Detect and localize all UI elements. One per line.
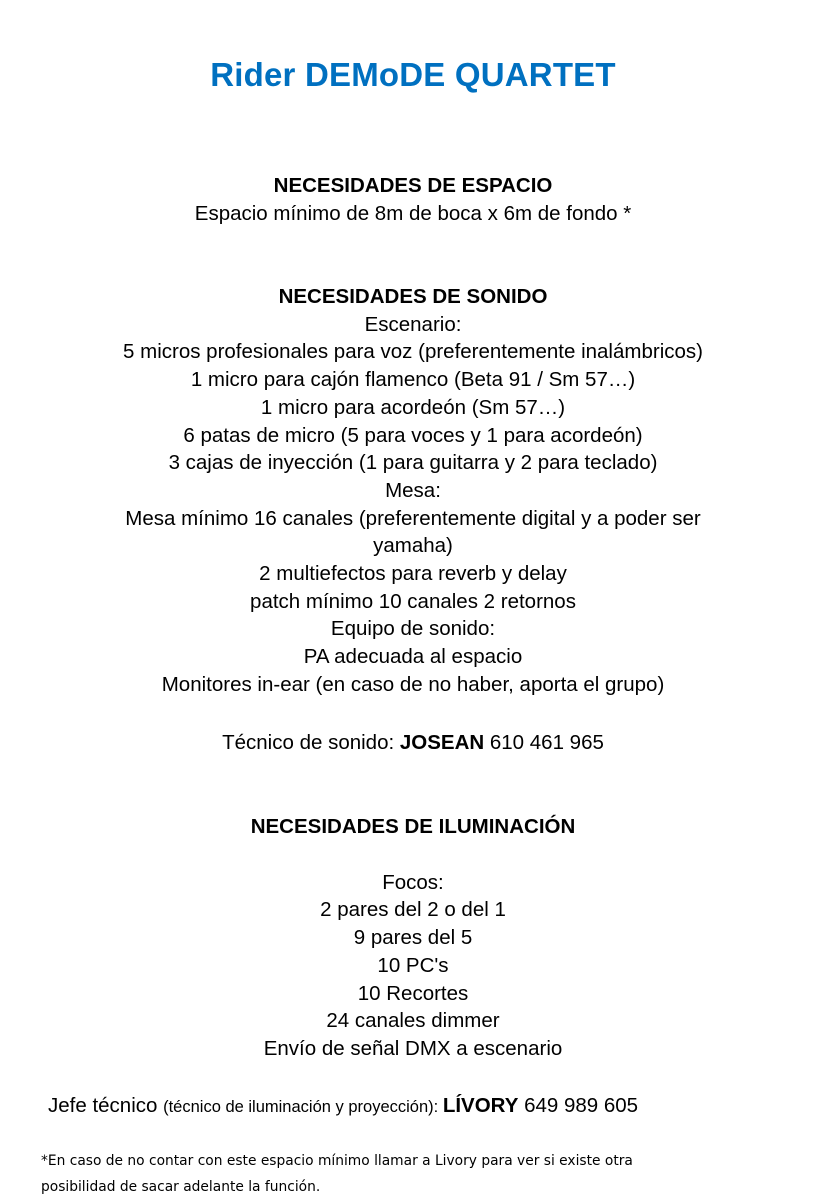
sonido-heading: NECESIDADES DE SONIDO <box>278 285 548 308</box>
iluminacion-line: 24 canales dimmer <box>326 1009 500 1033</box>
spacer <box>0 841 826 869</box>
espacio-text: Espacio mínimo de 8m de boca x 6m de fondo * <box>194 201 632 225</box>
jefe-label: Jefe técnico <box>48 1094 164 1117</box>
sonido-line: 1 micro para acordeón (Sm 57…) <box>260 395 566 419</box>
sonido-line: 3 cajas de inyección (1 para guitarra y 2 para teclado) <box>168 451 658 475</box>
jefe-tecnico <box>48 1092 638 1121</box>
sonido-line: patch mínimo 10 canales 2 retornos <box>250 589 576 613</box>
jefe-phone: 649 989 605 <box>518 1094 639 1117</box>
sonido-line: 5 micros profesionales para voz (preferentemente inalámbricos) <box>123 340 703 364</box>
jefe-name: LÍVORY <box>442 1094 519 1117</box>
iluminacion-line: Focos: <box>382 870 444 894</box>
iluminacion-line: 2 pares del 2 o del 1 <box>320 898 506 922</box>
sonido-line: Equipo de sonido: <box>330 617 496 641</box>
sonido-line: Escenario: <box>364 312 462 336</box>
iluminacion-heading: NECESIDADES DE ILUMINACIÓN <box>250 815 576 838</box>
iluminacion-line: Envío de señal DMX a escenario <box>263 1036 563 1060</box>
section-iluminacion <box>0 813 826 1063</box>
tecnico-sonido-name: JOSEAN <box>399 731 485 754</box>
sonido-line: Mesa: <box>385 478 441 502</box>
sonido-line: Monitores in-ear (en caso de no haber, aporta el grupo) <box>161 672 665 696</box>
footnote-line: *En caso de no contar con este espacio mínimo llamar a Livory para ver si existe otra <box>41 1153 633 1169</box>
iluminacion-line: 9 pares del 5 <box>353 926 473 950</box>
jefe-note: (técnico de iluminación y proyección): <box>163 1098 443 1116</box>
sonido-line: 2 multiefectos para reverb y delay <box>259 562 567 586</box>
tecnico-sonido <box>0 729 826 757</box>
espacio-heading: NECESIDADES DE ESPACIO <box>273 174 553 197</box>
iluminacion-line: 10 Recortes <box>357 981 469 1005</box>
sonido-line: 6 patas de micro (5 para voces y 1 para acordeón) <box>183 423 643 447</box>
iluminacion-line: 10 PC's <box>377 953 449 977</box>
sonido-line: yamaha) <box>373 534 453 558</box>
section-sonido <box>0 283 826 699</box>
section-espacio <box>0 172 826 227</box>
sonido-line: PA adecuada al espacio <box>303 645 523 669</box>
page-title: Rider DEMoDE QUARTET <box>210 56 616 93</box>
sonido-line: Mesa mínimo 16 canales (preferentemente digital y a poder ser <box>125 506 701 530</box>
sonido-line: 1 micro para cajón flamenco (Beta 91 / Sm 57…) <box>190 368 636 392</box>
footnote-line: posibilidad de sacar adelante la función. <box>41 1179 321 1195</box>
tecnico-sonido-label: Técnico de sonido: <box>222 731 400 754</box>
tecnico-sonido-phone: 610 461 965 <box>484 731 604 754</box>
footnote <box>41 1148 761 1200</box>
